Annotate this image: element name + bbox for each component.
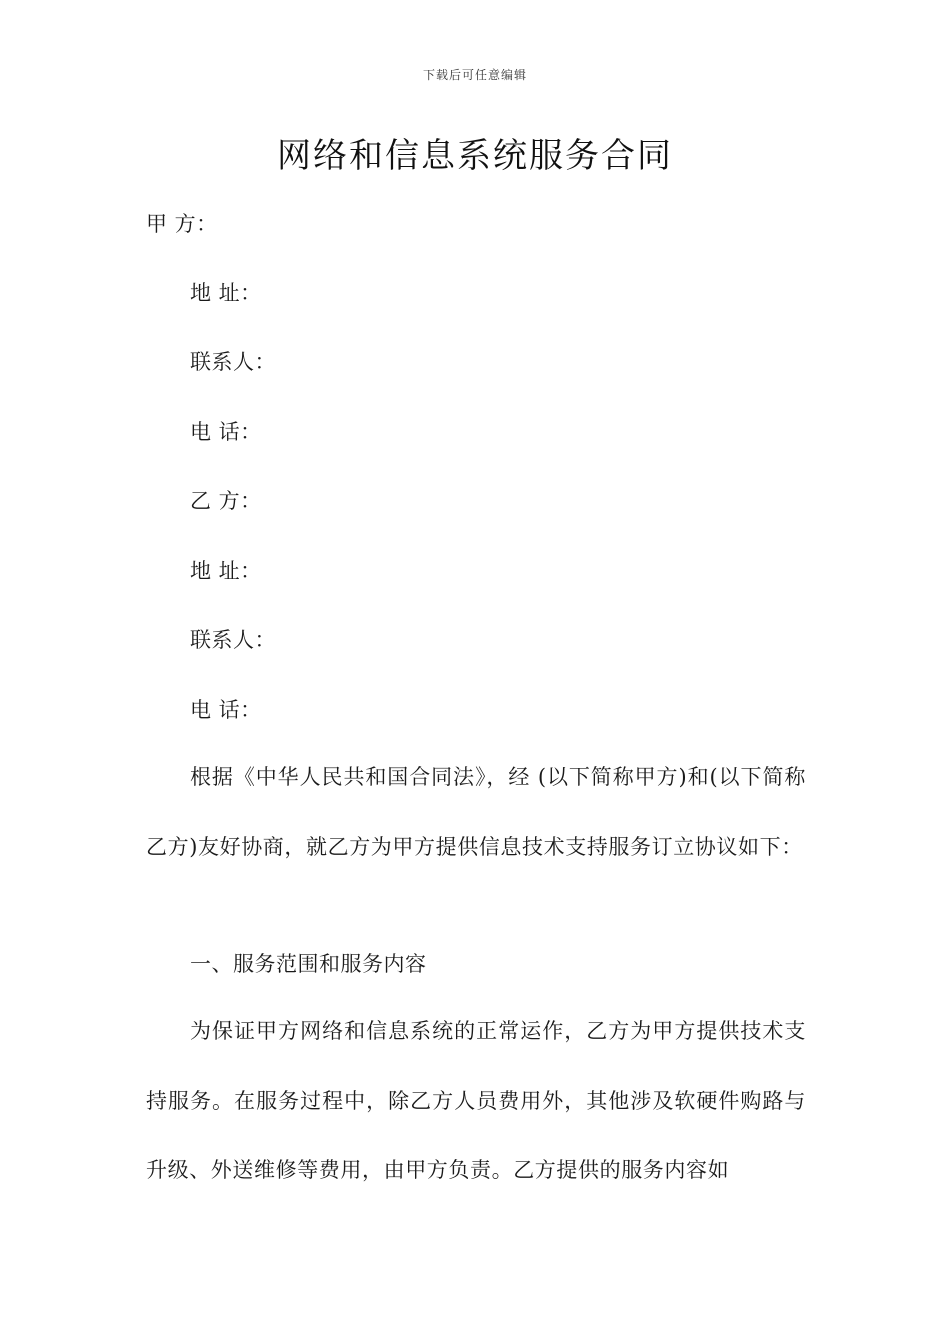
intro-paragraph: 根据《中华人民共和国合同法》，经 (以下简称甲方)和(以下简称乙方)友好协商，就乙方为甲方提供信息技术支持服务订立协议如下： [146,765,806,859]
party-b-address-label: 地 址： [190,559,262,583]
party-b-phone-label: 电 话： [190,698,262,722]
party-a-label: 甲 方： [146,212,218,236]
party-a-contact-label: 联系人： [190,350,276,374]
section-1-heading: 一、服务范围和服务内容 [190,952,427,976]
party-b-contact-label: 联系人： [190,628,276,652]
party-b-label: 乙 方： [190,489,262,513]
party-a-phone-label: 电 话： [190,420,262,444]
document-title: 网络和信息系统服务合同 [277,136,673,176]
section-1-paragraph: 为保证甲方网络和信息系统的正常运作，乙方为甲方提供技术支持服务。在服务过程中，除乙方人员费用外，其他涉及软硬件购路与升级、外送维修等费用，由甲方负责。乙方提供的服务内容如 [146,1019,806,1182]
header-note: 下载后可任意编辑 [422,68,527,82]
party-a-address-label: 地 址： [190,281,262,305]
